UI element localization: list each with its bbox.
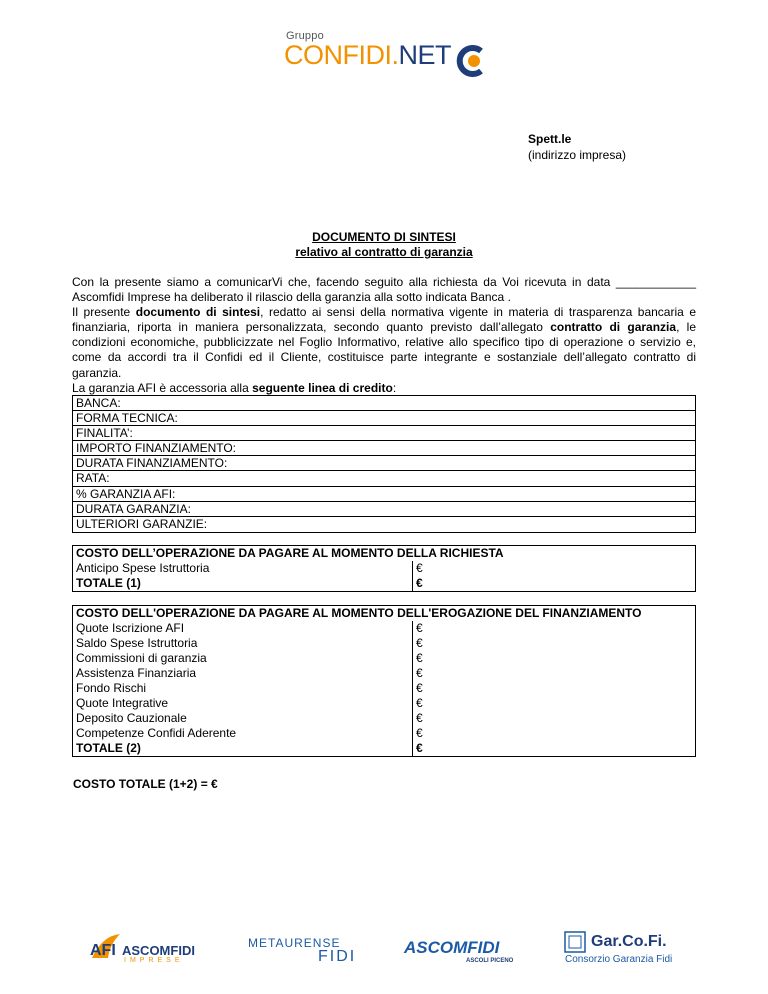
credit-line-table	[72, 395, 696, 533]
text-span: La garanzia AFI è accessoria alla	[72, 380, 253, 395]
cost-value: €	[416, 666, 423, 680]
total-value: €	[416, 741, 423, 755]
field-guarantee-percent: % GARANZIA AFI:	[73, 487, 695, 502]
logo-net-text: NET	[398, 40, 451, 70]
afi-text: AFI	[90, 942, 116, 959]
cost-value: €	[416, 681, 423, 695]
table-row	[73, 561, 695, 576]
cost-disbursement-table	[72, 605, 696, 757]
cost-label: Quote Integrative	[73, 696, 413, 711]
cost-label: Assistenza Finanziaria	[73, 666, 413, 681]
table-row	[73, 621, 695, 636]
field-loan-amount: IMPORTO FINANZIAMENTO:	[73, 441, 695, 456]
logo-confidi-text: CONFIDI.	[284, 40, 399, 70]
cost-value: €	[416, 621, 423, 635]
total-value: €	[416, 576, 423, 590]
field-loan-duration: DURATA FINANZIAMENTO:	[73, 456, 695, 471]
cost-value: €	[416, 651, 423, 665]
ascoli-piceno-text: ASCOLI PICENO	[466, 958, 514, 964]
cost-label: Fondo Rischi	[73, 681, 413, 696]
cost-label: Anticipo Spese Istruttoria	[73, 561, 413, 576]
cost-label: Saldo Spese Istruttoria	[73, 636, 413, 651]
addressee-title: Spett.le	[528, 132, 572, 146]
garcofi-emblem-icon	[564, 931, 586, 953]
total-label: TOTALE (1)	[73, 576, 413, 591]
cost-label: Deposito Cauzionale	[73, 711, 413, 726]
addressee-block	[528, 131, 626, 163]
total-label: TOTALE (2)	[73, 741, 413, 756]
cost-value: €	[416, 711, 423, 725]
table-row-total	[73, 741, 695, 756]
table-row	[73, 666, 695, 681]
field-additional-guarantees: ULTERIORI GARANZIE:	[76, 516, 208, 531]
cost-value: €	[416, 636, 423, 650]
logo-c-mark-icon	[454, 44, 488, 78]
table-row	[73, 696, 695, 711]
metaurense-fidi-logo	[248, 936, 364, 966]
field-installment: RATA:	[73, 471, 695, 486]
cost-request-title: COSTO DELL’OPERAZIONE DA PAGARE AL MOMENTO DELLA RICHIESTA	[76, 546, 504, 560]
metaurense-text: METAURENSE	[248, 936, 341, 950]
text-span: , redatto ai sensi della normativa vigente in materia di trasparenza bancaria e finanziaria, riporta in maniera personalizzata, secondo quanto previsto dall’allegato	[72, 305, 696, 335]
ascomfidi-text: ASCOMFIDI	[404, 938, 500, 957]
cost-request-table	[72, 545, 696, 592]
text-span: , le condizioni economiche, pubblicizzate nel Foglio Informativo, relative allo specifico tipo di operazione o servizio e, come da accordi tra il Confidi ed il Cliente, costituisce parte integrante e sostanziale dell’allegato contratto di garanzia.	[72, 320, 696, 380]
garcofi-sub-text: Consorzio Garanzia Fidi	[565, 954, 673, 965]
document-subtitle: relativo al contratto di garanzia	[295, 245, 473, 259]
logo-gruppo-text: Gruppo	[286, 30, 324, 42]
paragraph-request: Con la presente siamo a comunicarVi che, facendo seguito alla richiesta da Voi ricevuta in data ____________ Ascomfidi Imprese ha deliberato il rilascio della garanzia alla sotto indicata Banca .	[72, 275, 696, 305]
table-row-total	[73, 576, 695, 591]
paragraph-credit-line	[72, 381, 696, 396]
afi-imprese-text: IMPRESE	[124, 957, 184, 964]
field-technical-form: FORMA TECNICA:	[73, 411, 695, 426]
confidi-net-logo	[284, 30, 484, 78]
fidi-text: FIDI	[318, 948, 357, 965]
addressee-line: (indirizzo impresa)	[528, 148, 627, 162]
cost-label: Quote Iscrizione AFI	[73, 621, 413, 636]
cost-disbursement-title: COSTO DELL'OPERAZIONE DA PAGARE AL MOMENTO DELL'EROGAZIONE DEL FINANZIAMENTO	[76, 606, 642, 620]
text-span: Il presente	[72, 305, 136, 320]
afi-ascomfidi-logo	[90, 930, 210, 966]
bold-span: contratto di garanzia	[550, 320, 677, 335]
table-row	[73, 651, 695, 666]
grand-total: COSTO TOTALE (1+2) = €	[73, 777, 218, 791]
garcofi-logo	[564, 931, 694, 967]
field-bank: BANCA:	[73, 396, 695, 411]
bold-span: documento di sintesi	[135, 305, 261, 320]
document-title: DOCUMENTO DI SINTESI	[312, 230, 456, 244]
cost-label: Competenze Confidi Aderente	[73, 726, 413, 741]
cost-value: €	[416, 726, 423, 740]
table-row	[73, 726, 695, 741]
ascomfidi-ascoli-logo	[404, 938, 524, 966]
garcofi-text: Gar.Co.Fi.	[591, 933, 667, 950]
field-guarantee-duration: DURATA GARANZIA:	[73, 502, 695, 517]
field-purpose: FINALITA’:	[73, 426, 695, 441]
cost-value: €	[416, 696, 423, 710]
text-span: :	[392, 380, 397, 395]
paragraph-summary	[72, 305, 696, 380]
bold-span: seguente linea di credito	[252, 380, 393, 395]
afi-ascomfidi-text: ASCOMFIDI	[122, 943, 195, 958]
body-text	[72, 275, 696, 396]
logo-main-text	[284, 40, 451, 71]
table-row	[73, 681, 695, 696]
table-row	[73, 711, 695, 726]
cost-label: Commissioni di garanzia	[73, 651, 413, 666]
table-row	[73, 636, 695, 651]
cost-value: €	[416, 561, 423, 575]
